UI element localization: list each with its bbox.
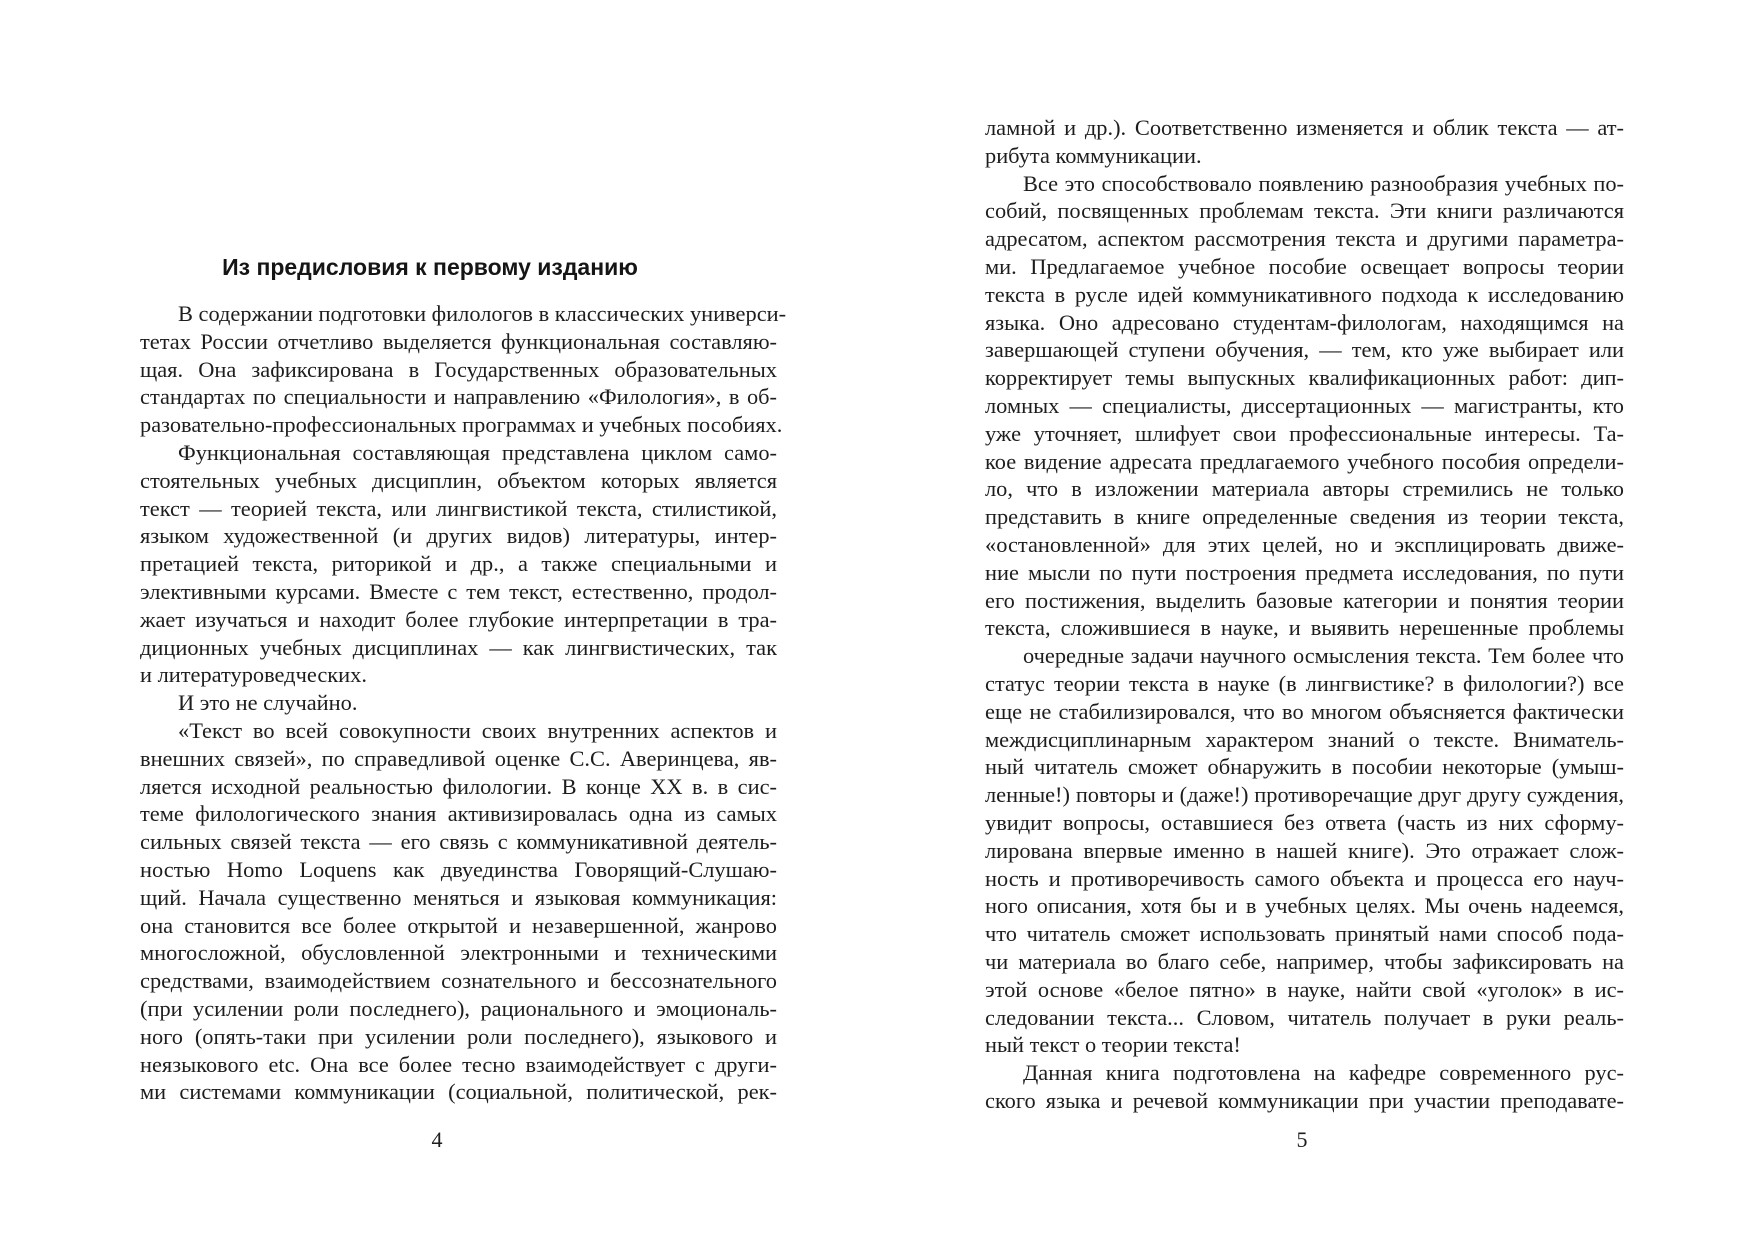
text-line: представить в книге определенные сведения из теории текста, [985,504,1624,530]
text-line: ского языка и речевой коммуникации при участии преподавате- [985,1087,1624,1113]
text-line: разовательно-профессиональных программах и учебных пособиях. [140,412,783,438]
text-line: что читатель сможет использовать принятый нами способ пода- [985,921,1624,947]
text-line: ность и противоречивость самого объекта и процесса его науч- [985,865,1624,891]
page-number-left: 4 [431,1127,443,1152]
text-line: языка. Оно адресовано студентам-филологам, находящимся на [985,309,1624,335]
text-line: тетах России отчетливо выделяется функциональная составляю- [140,328,777,354]
text-line: средствами, взаимодействием сознательного и бессознательного [140,968,777,994]
text-line: ного описания, хотя бы и в учебных целях. Мы очень надеемся, [985,893,1624,919]
text-line: теме филологического знания активизировалась одна из самых [140,801,777,827]
text-line: текста в русле идей коммуникативного подхода к исследованию [985,281,1624,307]
text-line: диционных учебных дисциплинах — как лингвистических, так [140,634,777,660]
text-line: лирована впервые именно в нашей книге). Это отражает слож- [985,837,1624,863]
text-line: внешних связей», по справедливой оценке С.С. Аверинцева, яв- [140,745,777,771]
text-line: Данная книга подготовлена на кафедре современного рус- [1023,1060,1624,1086]
page-number-right: 5 [1296,1127,1308,1152]
text-line: ляется исходной реальностью филологии. В конце XX в. в сис- [140,773,777,799]
text-line: жает изучаться и находит более глубокие интерпретации в тра- [140,606,777,632]
text-line: ние мысли по пути построения предмета исследования, по пути [985,559,1624,585]
text-line: чи материала во благо себе, например, чтобы зафиксировать на [985,948,1624,974]
text-line: статус теории текста в науке (в лингвистике? в филологии?) все [985,670,1624,696]
text-line: многосложной, обусловленной электронными и техническими [140,940,777,966]
text-line: текст — теорией текста, или лингвистикой текста, стилистикой, [140,495,777,521]
text-line: этой основе «белое пятно» в науке, найти свой «уголок» в ис- [985,976,1624,1002]
text-line: элективными курсами. Вместе с тем текст, естественно, продол- [140,578,777,604]
text-line: еще не стабилизировался, что во многом объясняется фактически [985,698,1624,724]
text-line: Функциональная составляющая представлена циклом само- [178,439,777,465]
text-line: И это не случайно. [178,690,358,716]
text-line: ми. Предлагаемое учебное пособие освещает вопросы теории [985,253,1624,279]
page-heading: Из предисловия к первому изданию [222,254,638,280]
text-line: «Текст во всей совокупности своих внутренних аспектов и [178,717,777,743]
text-line: щий. Начала существенно меняться и языковая коммуникация: [140,884,777,910]
text-line: ностью Homo Loquens как двуединства Говорящий-Слушаю- [140,856,777,882]
text-line: ный текст о теории текста! [985,1032,1241,1058]
text-line: ленные!) повторы и (даже!) противоречащие друг другу суждения, [985,782,1624,808]
text-line: щая. Она зафиксирована в Государственных образовательных [140,356,777,382]
text-line: языком художественной (и других видов) литературы, интер- [140,523,777,549]
text-line: В содержании подготовки филологов в классических универси- [178,301,787,326]
text-line: сильных связей текста — его связь с коммуникативной деятель- [140,829,777,855]
text-line: следовании текста... Словом, читатель получает в руки реаль- [985,1004,1624,1030]
text-line: уже уточняет, шлифует свои профессиональные интересы. Та- [985,420,1624,446]
text-line: ми системами коммуникации (социальной, политической, рек- [140,1079,777,1105]
text-line: Все это способствовало появлению разнообразия учебных по- [1023,170,1624,196]
text-line: междисциплинарным характером знаний о тексте. Вниматель- [985,726,1624,752]
text-line: адресатом, аспектом рассмотрения текста и другими параметра- [985,226,1624,252]
left-page-body [140,300,787,1106]
text-line: очередные задачи научного осмысления текста. Тем более что [1023,643,1624,669]
text-line: собий, посвященных проблемам текста. Эти книги различаются [985,198,1624,224]
text-line: ло, что в изложении материала авторы стремились не только [985,476,1624,502]
text-line: и литературоведческих. [140,662,367,688]
text-line: претацией текста, риторикой и др., а также специальными и [140,551,777,577]
text-line: ный читатель сможет обнаружить в пособии некоторые (умыш- [985,754,1624,780]
text-line: ного (опять-таки при усилении роли последнего), языкового и [140,1023,777,1049]
text-line: увидит вопросы, оставшиеся без ответа (часть из них сформу- [985,809,1624,835]
text-line: его постижения, выделить базовые категории и понятия теории [985,587,1624,613]
text-line: ламной и др.). Соответственно изменяется и облик текста — ат- [985,115,1624,140]
text-line: стандартах по специальности и направлению «Филология», в об- [140,384,777,410]
text-line: (при усилении роли последнего), рационального и эмоциональ- [140,995,777,1021]
right-page [877,0,1755,1240]
text-line: ломных — специалисты, диссертационных — магистранты, кто [985,392,1624,418]
text-line: текста, сложившиеся в науке, и выявить нерешенные проблемы [985,615,1624,641]
right-page-body [985,114,1624,1115]
text-line: кое видение адресата предлагаемого учебного пособия определи- [985,448,1624,474]
text-line: она становится все более открытой и незавершенной, жанрово [140,912,777,938]
text-line: завершающей ступени обучения, — тем, кто уже выбирает или [985,337,1624,363]
text-line: корректирует темы выпускных квалификационных работ: дип- [985,365,1624,391]
text-line: «остановленной» для этих целей, но и эксплицировать движе- [985,531,1624,557]
left-page [0,0,877,1240]
text-line: рибута коммуникации. [985,142,1202,168]
text-line: стоятельных учебных дисциплин, объектом которых является [140,467,777,493]
text-line: неязыкового etc. Она все более тесно взаимодействует с други- [140,1051,777,1077]
